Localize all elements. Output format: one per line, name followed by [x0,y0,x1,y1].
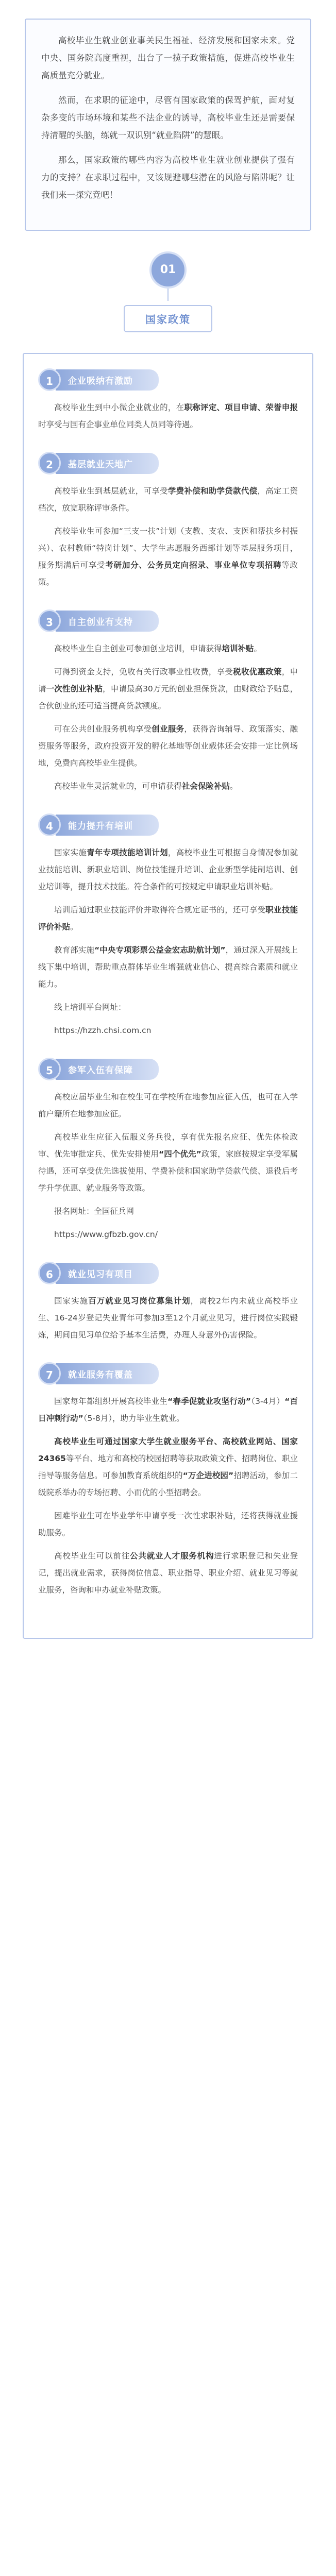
policy-section [38,452,298,591]
body-text: https://www.gfbzb.gov.cn/ [54,1230,158,1239]
policy-paragraph [38,999,298,1016]
body-text: 困难毕业生可在毕业学年申请享受一次性求职补贴，还将获得就业援助服务。 [38,1511,298,1537]
policy-title: 能力提升有培训 [56,815,159,836]
policy-paragraph [38,942,298,993]
policy-section [38,609,298,795]
body-text: 时享受与国有企事业单位同类人员同等待遇。 [38,420,198,429]
body-text: 。 [254,644,262,653]
policy-paragraph [38,1226,298,1243]
body-text: 线上培训平台网址： [54,1003,126,1012]
article-page [0,19,336,1639]
body-text: 招聘活动，参加二级院系举办的专场招聘、小而优的小型招聘会。 [38,1471,298,1497]
policy-paragraph [38,844,298,895]
body-text: 教育部实施 [54,945,95,955]
highlight-text: 国家大学生就业服务平台、高校就业网站、国家24365 [38,1437,298,1463]
body-text: ，申请 [38,667,298,693]
body-text: ，通过深入开展线上线下集中培训，帮助重点群体毕业生增强就业信心、提高综合素质和就业能力。 [38,945,298,989]
policy-title: 基层就业天地广 [56,453,159,474]
body-text: 高校毕业生应征入伍服义务兵役，享有优先报名应征、优先体检政审、优先审批定兵、优先安排使用 [38,1132,298,1159]
body-text: 高校毕业生可以前往 [54,1551,130,1561]
policy-paragraph [38,483,298,517]
highlight-text: 高校毕业生可通过 [54,1437,122,1446]
policy-paragraph [38,1507,298,1541]
body-text: 政策，家庭按规定享受军属待遇，还可享受优先选拔使用、学费补偿和国家助学贷款代偿、退役后考学升学优惠、就业服务等政策。 [38,1149,298,1193]
policy-paragraph [38,1089,298,1123]
intro-paragraph: 那么，国家政策的哪些内容为高校毕业生就业创业提供了强有力的支持？在求职过程中，又该规避哪些潜在的风险与陷阱呢？让我们来一探究竟吧！ [41,155,295,200]
policy-section-header [38,452,298,474]
body-text: 国家每年都组织开展高校毕业生 [54,1397,167,1406]
highlight-text: 青年专项技能培训计划 [87,848,168,857]
policy-section [38,814,298,1039]
body-text: ，申请最高30万元的创业担保贷款，由财政给予贴息，合伙创业的还可适当提高贷款额度。 [38,684,298,710]
body-text: ，获得咨询辅导、政策落实、融资服务等服务，政府投资开发的孵化基地等创业载体还会安排一定比例场地，免费向高校毕业生提供。 [38,724,298,768]
highlight-text: 职称评定、项目申请、荣誉申报 [184,403,298,412]
policy-number-badge: 1 [38,368,61,391]
policy-section [38,368,298,433]
policy-number-badge: 2 [38,452,61,474]
body-text: https://hzzh.chsi.com.cn [54,1026,152,1035]
policy-paragraph [38,1293,298,1344]
body-text: 。 [230,782,238,791]
policy-number-badge: 7 [38,1362,61,1385]
body-text: ，离校2年内未就业高校毕业生、16-24岁登记失业青年可参加3至12个月就业见习，进行岗位实践锻炼，期间由见习单位给予基本生活费，办理人身意外伤害保险。 [38,1296,298,1340]
divider-line [167,289,169,301]
policy-title: 自主创业有支持 [56,611,159,632]
policy-number-badge: 6 [38,1262,61,1284]
body-text: 进行求职登记和失业登记，提出就业需求，获得岗位信息、职业指导、职业介绍、就业见习等就业服务，咨询和申办就业补贴政策。 [38,1551,298,1595]
policy-number-badge: 4 [38,814,61,836]
policy-section-header [38,609,298,632]
policy-section [38,1262,298,1344]
body-text: 报名网址：全国征兵网 [54,1207,135,1216]
policy-paragraph [38,664,298,715]
intro-paragraph: 然而，在求职的征途中，尽管有国家政策的保驾护航，面对复杂多变的市场环境和某些不法企业的诱导，高校毕业生还是需要保持清醒的头脑，练就一双识别“就业陷阱”的慧眼。 [41,95,295,140]
policy-box [23,353,313,1639]
policy-section-header [38,1058,298,1080]
highlight-text: 创业服务 [152,724,184,734]
policy-section [38,1362,298,1599]
policy-title: 参军入伍有保障 [56,1059,159,1080]
body-text: 可得到资金支持，免收有关行政事业性收费，享受 [54,667,233,676]
highlight-text: 考研加分、公务员定向招录、事业单位专项招聘 [105,561,282,570]
body-text: ，高校毕业生可根据自身情况参加就业技能培训、新职业培训、岗位技能提升培训、企业新型学徒制培训、创业培训等，提升技术技能。符合条件的可按规定申请职业培训补贴。 [38,848,298,891]
highlight-text: 职业技能评价补贴 [38,905,298,931]
highlight-text: “百日冲刺行动” [38,1397,298,1423]
body-text: （3-4月） [250,1397,285,1406]
body-text: 。 [70,922,78,931]
policy-paragraph [38,1129,298,1197]
intro-box [25,19,311,231]
body-text: 高校毕业生可参加“三支一扶”计划（支教、支农、支医和帮扶乡村振兴）、农村教师“特岗计划”、大学生志愿服务西部计划等基层服务项目，服务期满后可享受 [38,527,298,570]
body-text: 高校应届毕业生和在校生可在学校所在地参加应征入伍，也可在入学前户籍所在地参加应征。 [38,1092,298,1118]
highlight-text: 学费补偿和助学贷款代偿 [167,486,258,496]
policy-paragraph [38,640,298,657]
body-text: 高校毕业生自主创业可参加创业培训，申请获得 [54,644,222,653]
body-text: 高校毕业生灵活就业的，可申请获得 [54,782,182,791]
policy-paragraph [38,1393,298,1427]
policy-title: 企业吸纳有激励 [56,369,159,391]
policy-paragraph [38,399,298,433]
highlight-text: 社会保险补贴 [182,782,230,791]
policy-section-header [38,1362,298,1385]
highlight-text: “万企进校园” [182,1471,234,1480]
body-text: 等平台、地方和高校的校园招聘等获取政策文件、招聘岗位、职业指导等服务信息。可参加教育系统组织的 [38,1454,298,1480]
highlight-text: “四个优先” [158,1149,201,1159]
body-text: 国家实施 [54,1296,89,1306]
body-text: （5-8月），助力毕业生就业。 [83,1414,184,1423]
policy-section-header [38,1262,298,1284]
highlight-text: “中央专项彩票公益金宏志助航计划” [94,945,226,955]
policy-section-header [38,368,298,391]
policy-number-badge: 5 [38,1058,61,1080]
policy-section [38,1058,298,1243]
section-divider [0,251,336,332]
policy-paragraph [38,1203,298,1220]
policy-paragraph [38,1433,298,1501]
policy-number-badge: 3 [38,609,61,632]
intro-paragraph: 高校毕业生就业创业事关民生福祉、经济发展和国家未来。党中央、国务院高度重视，出台了一揽子政策措施，促进高校毕业生高质量充分就业。 [41,36,295,80]
body-text: 高校毕业生到基层就业，可享受 [54,486,168,496]
body-text: 等政策。 [38,561,298,587]
highlight-text: 培训补贴 [222,644,254,653]
body-text: 可在公共创业服务机构享受 [54,724,152,734]
section-title: 国家政策 [124,305,212,332]
highlight-text: “春季促就业攻坚行动” [167,1397,251,1406]
highlight-text: 百万就业见习岗位募集计划 [88,1296,191,1306]
body-text: ，高定工资档次，放宽职称评审条件。 [38,486,298,513]
policy-paragraph [38,902,298,936]
body-text: 国家实施 [54,848,87,857]
highlight-text: 税收优惠政策 [233,667,282,676]
policy-title: 就业服务有覆盖 [56,1363,159,1384]
highlight-text: 一次性创业补贴 [46,684,103,693]
policy-paragraph [38,1022,298,1039]
body-text: 培训后通过职业技能评价并取得符合规定证书的，还可享受 [54,905,266,914]
policy-paragraph [38,523,298,591]
policy-paragraph [38,778,298,795]
policy-title: 就业见习有项目 [56,1263,159,1284]
policy-section-header [38,814,298,836]
body-text: 高校毕业生到中小微企业就业的，在 [54,403,184,412]
highlight-text: 公共就业人才服务机构 [130,1551,214,1561]
policy-paragraph [38,721,298,772]
section-number-badge: 01 [149,251,187,289]
policy-paragraph [38,1548,298,1599]
